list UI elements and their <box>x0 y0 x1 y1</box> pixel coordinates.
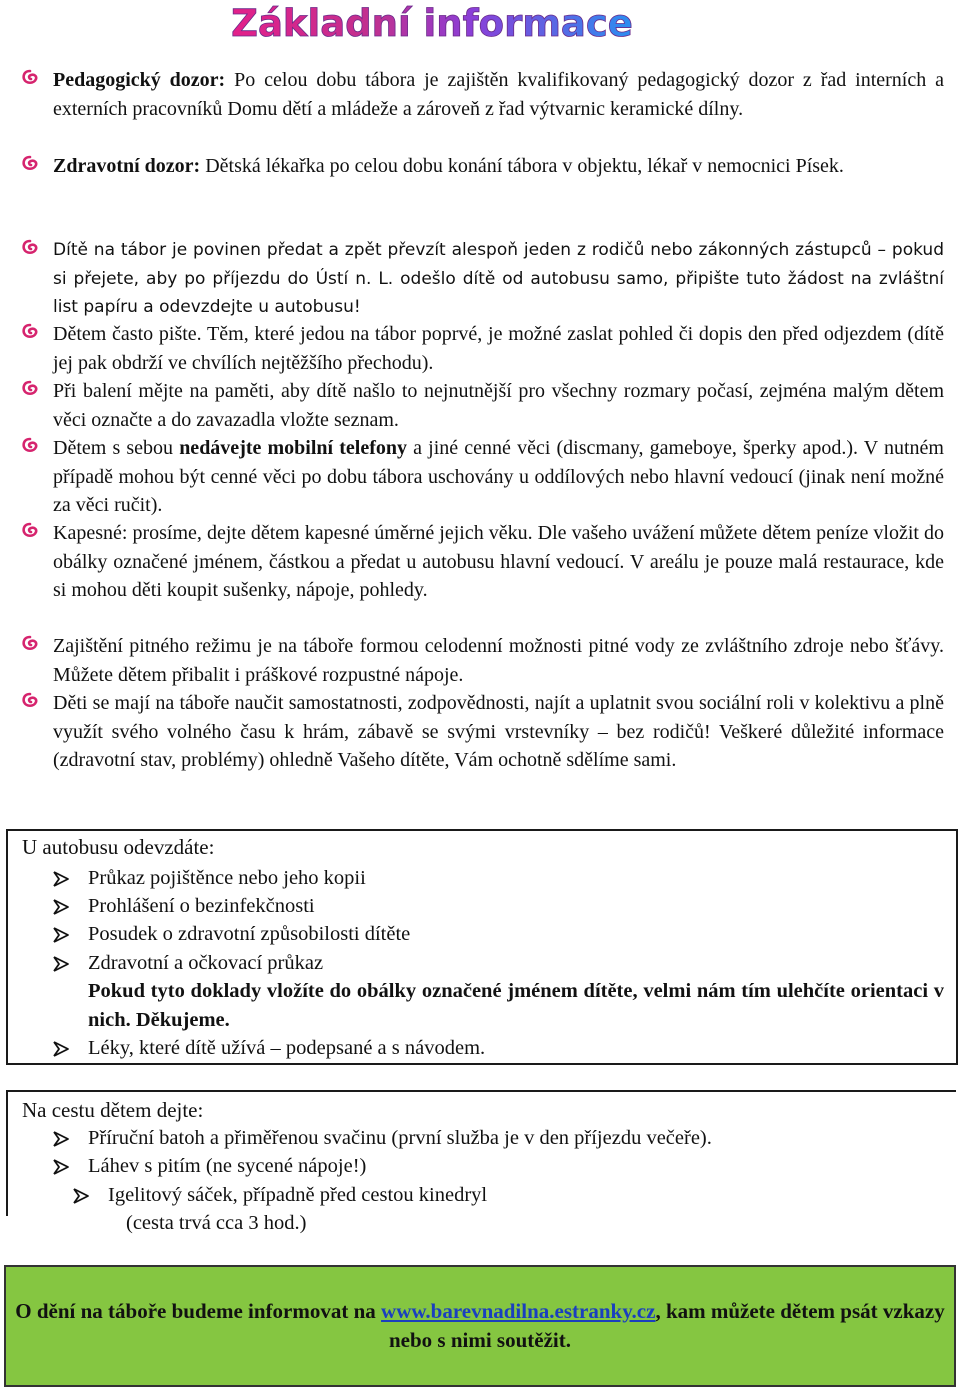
page-heading-wrap <box>0 0 960 50</box>
bullet-body: Dětská lékařka po celou dobu konání tábora v objektu, lékař v nemocnici Písek. <box>200 155 844 177</box>
bullet-text <box>53 152 944 181</box>
bullet-swirl-icon <box>20 691 40 709</box>
footer-text <box>6 1297 954 1355</box>
website-link[interactable]: www.barevnadilna.estranky.cz <box>381 1299 656 1323</box>
trip-box-heading: Na cestu dětem dejte: <box>22 1098 204 1122</box>
bullet-swirl-icon <box>20 238 40 256</box>
bullet-text: Děti se mají na táboře naučit samostatnosti, zodpovědnosti, najít a uplatnit svou sociální roli v kolektivu a plně využít svého volného času k hrám, zábavě se svými vrstevníky – bez rodičů! Veškeré důležité informace (zdravotní stav, problémy) ohledně Vašeho dítěte, Vám ochotně sdělíme sami. <box>53 692 944 771</box>
trip-item-text: Láhev s pitím (ne sycené nápoje!) <box>88 1155 367 1177</box>
bullet-body: a jiné cenné věci (discmany, gameboye, šperky apod.). V nutném případě mohou být cenné věci po dobu tábora uschovány u oddílových nebo hlavní vedoucí (jinak není možné za věci ručit). <box>53 437 944 516</box>
bus-item-text: Léky, které dítě užívá – podepsané a s návodem. <box>88 1037 486 1059</box>
footer-banner <box>4 1265 956 1387</box>
trip-item-text: Příruční batoh a přiměřenou svačinu (první služba je v den příjezdu večeře). <box>88 1127 712 1149</box>
bullet-text <box>53 66 944 123</box>
bullet-swirl-icon <box>20 521 40 539</box>
bullet-label: Pedagogický dozor: <box>53 69 226 91</box>
bullet-swirl-icon <box>20 436 40 454</box>
bullet-body: Dětem s sebou <box>53 437 180 459</box>
bus-item-text: Zdravotní a očkovací průkaz <box>88 952 324 974</box>
page-heading-graphic <box>0 0 960 50</box>
bullet-text: Dítě na tábor je povinen předat a zpět převzít alespoň jeden z rodičů nebo zákonných zástupců – pokud si přejete, aby po příjezdu do Ústí n. L. odešlo dítě od autobusu samo, připište tuto žádost na zvláštní list papíru a odevzdejte u autobusu! <box>53 240 944 317</box>
arrow-bullet-icon <box>52 1040 70 1058</box>
bullet-swirl-icon <box>20 322 40 340</box>
bullet-swirl-icon <box>20 154 40 172</box>
bullet-text: Dětem často pište. Těm, které jedou na tábor poprvé, je možné zaslat pohled či dopis den před odjezdem (dítě jej pak obdrží ve chvílích nejtěžšího přechodu). <box>53 323 944 374</box>
bullet-text: Při balení mějte na paměti, aby dítě našlo to nejnutnější pro všechny rozmary počasí, zejména malým dětem věci označte a do zavazadla vložte seznam. <box>53 380 944 431</box>
bullet-swirl-icon <box>20 634 40 652</box>
trip-item-text: Igelitový sáček, případně před cestou kinedryl <box>108 1184 488 1206</box>
arrow-bullet-icon <box>52 1158 70 1176</box>
bullet-text <box>53 434 944 520</box>
trip-duration-note <box>126 1209 306 1238</box>
bullet-text: Kapesné: prosíme, dejte dětem kapesné úměrné jejich věku. Dle vašeho uvážení můžete dětem peníze vložit do obálky označené jménem, částkou a předat u autobusu hlavní vedoucí. V areálu je pouze malá restaurace, kde si mohou děti koupit sušenky, nápoje, pohledy. <box>53 522 944 601</box>
bullet-label: Zdravotní dozor: <box>53 155 201 177</box>
bullet-text: Zajištění pitného režimu je na táboře formou celodenní možnosti pitné vody ze zvláštního zdroje nebo šťávy. Můžete dětem přibalit i práškové rozpustné nápoje. <box>53 635 944 686</box>
arrow-bullet-icon <box>52 926 70 944</box>
bullet-swirl-icon <box>20 379 40 397</box>
bus-box-heading: U autobusu odevzdáte: <box>22 835 215 859</box>
bus-item-text: Průkaz pojištěnce nebo jeho kopii <box>88 867 366 889</box>
arrow-bullet-icon <box>52 870 70 888</box>
bullet-body: Po celou dobu tábora je zajištěn kvalifikovaný pedagogický dozor z řad interních a externích pracovníků Domu dětí a mládeže a zároveň z řad výtvarnic keramické dílny. <box>53 69 945 120</box>
bus-item-text: Posudek o zdravotní způsobilosti dítěte <box>88 923 411 945</box>
footer-text-post: , kam můžete dětem psát vzkazy nebo s nimi soutěžit. <box>388 1299 945 1352</box>
trip-duration-text: (cesta trvá cca 3 hod.) <box>126 1212 307 1234</box>
footer-text-pre: O dění na táboře budeme informovat na <box>15 1299 382 1323</box>
page-title: Základní informace <box>231 2 633 45</box>
arrow-bullet-icon <box>52 955 70 973</box>
bus-item-text: Prohlášení o bezinfekčnosti <box>88 895 315 917</box>
bullet-swirl-icon <box>20 68 40 86</box>
arrow-bullet-icon <box>52 898 70 916</box>
bullet-emphasis: nedávejte mobilní telefony <box>179 437 407 459</box>
bus-envelope-note: Pokud tyto doklady vložíte do obálky označené jménem dítěte, velmi nám tím ulehčíte orientaci v nich. Děkujeme. <box>88 980 944 1031</box>
arrow-bullet-icon <box>52 1130 70 1148</box>
arrow-bullet-icon <box>72 1187 90 1205</box>
